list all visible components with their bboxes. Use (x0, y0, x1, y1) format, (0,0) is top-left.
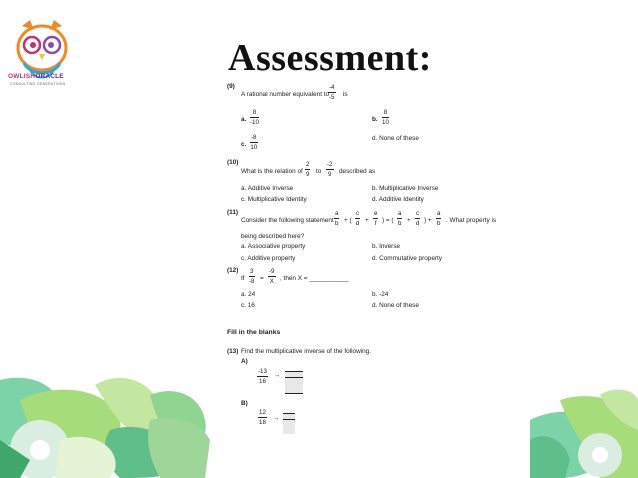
denominator: 18 (259, 419, 266, 427)
operator: + (407, 217, 411, 224)
numerator: 2 (305, 162, 310, 170)
fraction (355, 211, 360, 227)
fraction (397, 211, 402, 227)
denominator: -10 (250, 119, 259, 127)
numerator: c (415, 211, 420, 219)
option-label: a. (241, 116, 247, 123)
option-c: c. 16 (241, 302, 255, 309)
logo-wordmark (8, 73, 78, 80)
denominator: -5 (329, 94, 335, 102)
question-stem-line2: being described here? (241, 233, 305, 240)
question-stem: What is the relation of (241, 168, 303, 175)
numerator: a (397, 211, 402, 219)
fraction (326, 162, 334, 178)
question-stem: A rational number equivalent to (241, 91, 330, 98)
option-a: a. Additive Inverse (241, 185, 294, 192)
denominator: X (269, 278, 274, 286)
option-b-fraction (382, 110, 389, 126)
foam-digit-shape (0, 378, 210, 478)
denominator: d (355, 220, 360, 228)
option-b: b. Inverse (372, 243, 401, 250)
answer-box[interactable] (283, 414, 295, 434)
question-number: (13) (227, 348, 239, 355)
part-label: A) (241, 358, 248, 365)
option-label: b. (372, 116, 378, 123)
question-stem-end: is (343, 91, 348, 98)
question-stem-to: to (316, 168, 322, 175)
option-c: c. Multiplicative Identity (241, 196, 307, 203)
fraction (305, 162, 310, 178)
question-stem-end: described as (339, 168, 376, 175)
numerator: e (373, 211, 378, 219)
question-number: (11) (227, 209, 239, 216)
numerator: 12 (258, 410, 267, 418)
denominator: b (437, 220, 441, 228)
numerator: 8 (382, 110, 389, 118)
option-a-fraction (250, 110, 259, 126)
option-d: d. Commutative property (372, 255, 442, 262)
numerator: -8 (250, 135, 258, 143)
option-b: b. -24 (372, 291, 389, 298)
section-heading: Fill in the blanks (227, 329, 281, 336)
option-label: c. (241, 141, 247, 148)
numerator: -13 (257, 369, 268, 377)
fraction (334, 211, 339, 227)
slide-title: Assessment: (228, 37, 432, 79)
question-stem-end: , then X = ___________ (280, 275, 349, 282)
answer-fraction-bar (283, 419, 295, 420)
fraction (258, 410, 267, 426)
option-d: d. None of these (372, 302, 419, 309)
numerator: c (355, 211, 360, 219)
operator: ) = ( (382, 217, 394, 224)
foam-digit-shape (530, 390, 638, 478)
denominator: 9 (306, 171, 310, 179)
part-label: B) (241, 400, 248, 407)
logo-name-part1: OWLISH (8, 73, 36, 80)
logo-tagline: CONSULTING GENERATIONS (10, 82, 66, 86)
denominator: d (415, 220, 420, 228)
option-c: c. Additive property (241, 255, 296, 262)
denominator: -8 (249, 278, 255, 286)
logo-name-part2: ORACLE (35, 73, 64, 80)
denominator: 9 (328, 171, 332, 179)
operator: ) + (424, 217, 432, 224)
denominator: 16 (259, 378, 266, 386)
operator: + ( (344, 217, 352, 224)
denominator: b (335, 220, 339, 228)
option-d: d. None of these (372, 135, 419, 142)
numerator: -2 (326, 162, 334, 170)
fraction (268, 269, 276, 285)
option-a: a. 24 (241, 291, 256, 298)
answer-blank-denominator[interactable] (285, 393, 303, 394)
question-stem: Consider the following statement (241, 217, 334, 224)
answer-fraction-bar (285, 377, 303, 378)
numerator: -9 (268, 269, 276, 277)
numerator: 3 (249, 269, 255, 277)
denominator: b (398, 220, 402, 228)
numerator: a (436, 211, 441, 219)
denominator: f (374, 220, 377, 228)
option-d: d. Additive Identity (372, 196, 424, 203)
question-stem-end: . What property is (446, 217, 497, 224)
numerator: 8 (250, 110, 259, 118)
question-stem-if: If (241, 275, 245, 282)
question-number: (12) (227, 267, 239, 274)
option-a: a. Associative property (241, 243, 306, 250)
question-number: (9) (227, 83, 235, 90)
option-b: b. Multiplicative Inverse (372, 185, 439, 192)
fraction (373, 211, 378, 227)
denominator: 10 (382, 119, 389, 127)
fraction (249, 269, 255, 285)
operator: = (260, 275, 264, 282)
fraction (328, 85, 336, 101)
numerator: a (334, 211, 339, 219)
question-number: (10) (227, 159, 239, 166)
fraction (415, 211, 420, 227)
answer-box[interactable] (285, 372, 303, 393)
worksheet (217, 80, 529, 435)
arrow-icon: → (274, 372, 281, 379)
operator: + (365, 217, 369, 224)
numerator: -4 (328, 85, 336, 93)
arrow-icon: → (273, 415, 280, 422)
option-c-fraction (250, 135, 258, 151)
denominator: 10 (250, 144, 258, 152)
fraction (257, 369, 268, 385)
question-stem: Find the multiplicative inverse of the following. (241, 348, 372, 355)
fraction (436, 211, 441, 227)
